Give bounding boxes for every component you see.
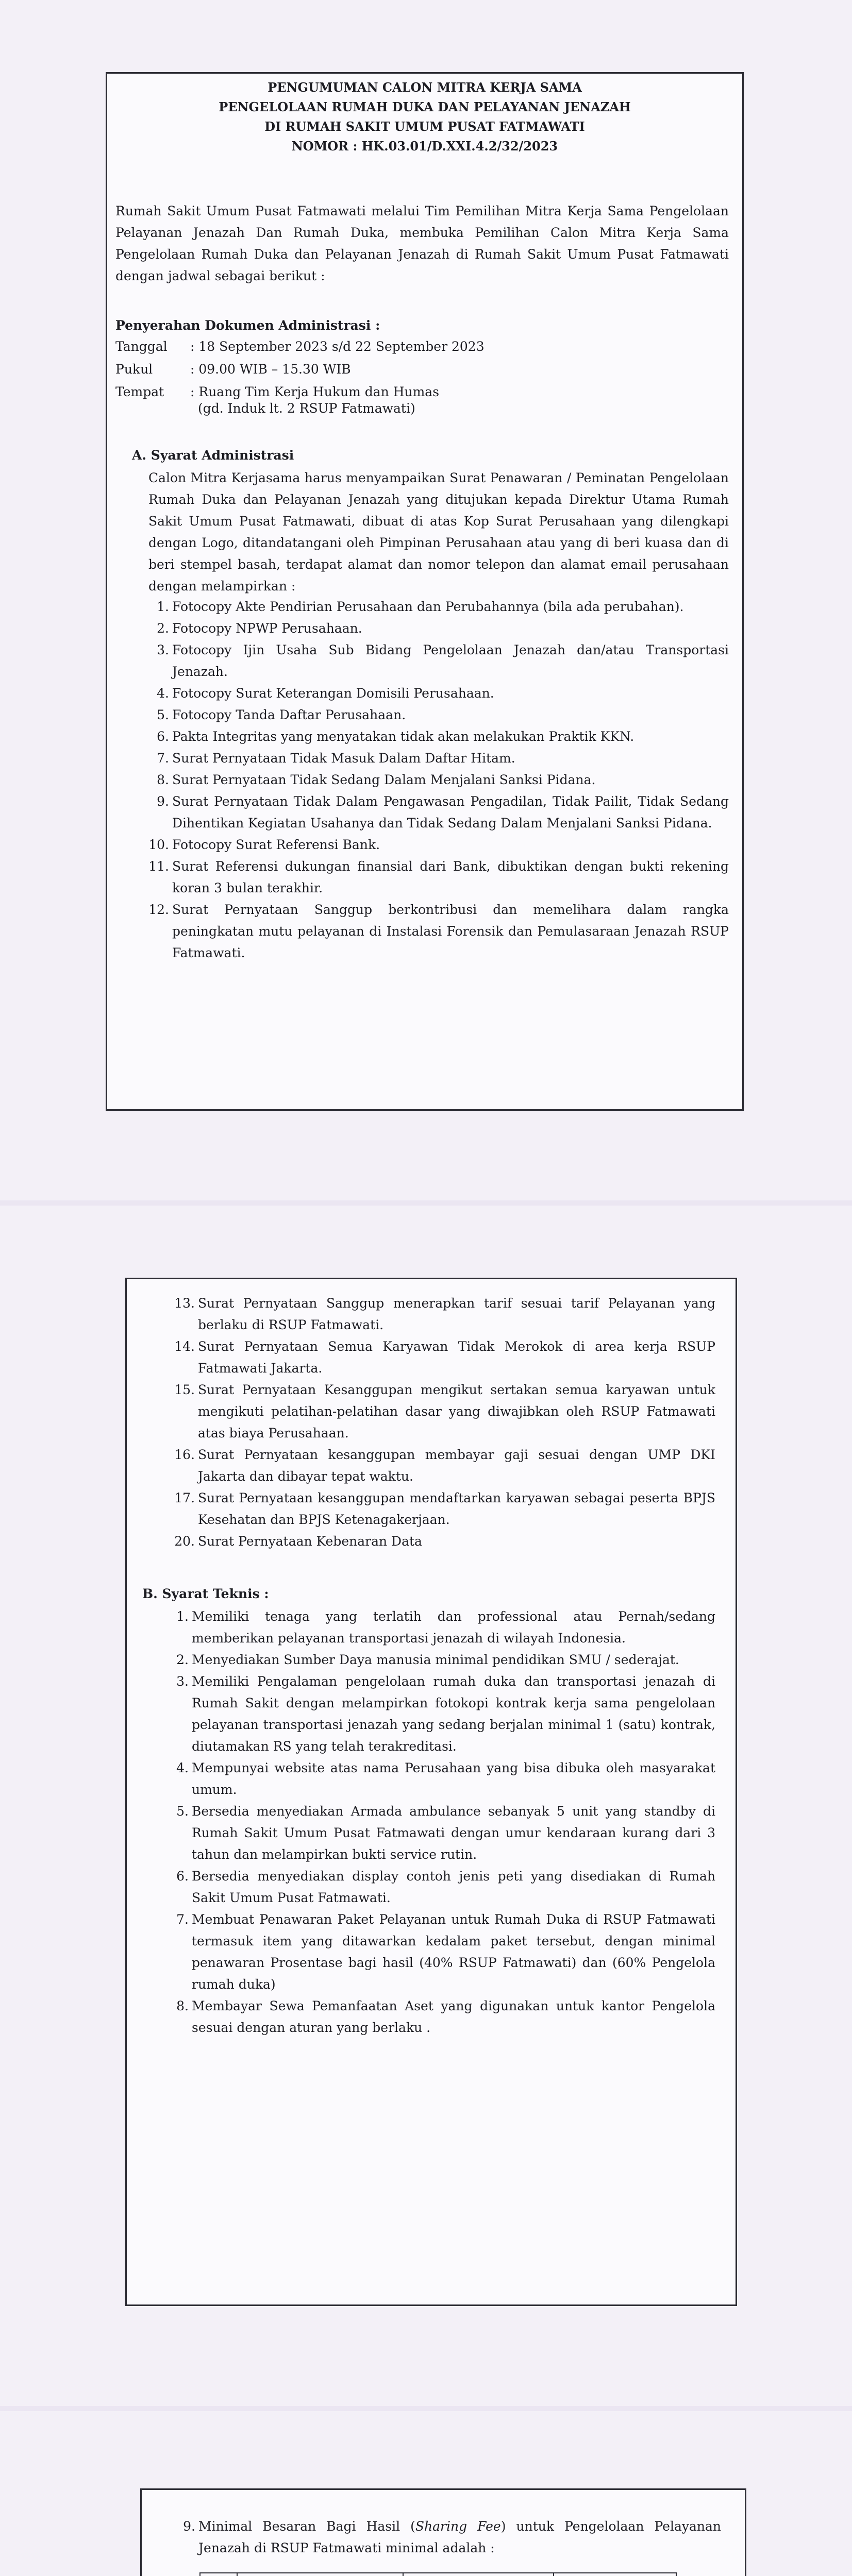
tech-item-2: 2. Menyediakan Sumber Daya manusia minimal pendidikan SMU / sederajat.	[176, 1652, 679, 1667]
schedule-title: Penyerahan Dokumen Administrasi :	[115, 318, 380, 333]
admin-item-6: 6. Pakta Integritas yang menyatakan tidak akan melakukan Praktik KKN.	[157, 729, 634, 744]
tech-item-8: 8. Membayar Sewa Pemanfaatan Aset yang digunakan untuk kantor Pengelola sesuai dengan aturan yang berlaku .	[176, 1998, 715, 2035]
admin-item-15: 15. Surat Pernyataan Kesanggupan mengikut sertakan semua karyawan untuk mengikuti pelatihan-pelatihan dasar yang diwajibkan oleh RSUP Fatmawati atas biaya Perusahaan.	[174, 1382, 715, 1440]
admin-item-11: 11. Surat Referensi dukungan finansial dari Bank, dibuktikan dengan bukti rekening koran 3 bulan terakhir.	[148, 859, 729, 895]
page-2-frame	[125, 1278, 737, 2306]
table-header-cell	[237, 2573, 403, 2576]
admin-item-17: 17. Surat Pernyataan kesanggupan mendaftarkan karyawan sebagai peserta BPJS Kesehatan dan BPJS Ketenagakerjaan.	[174, 1490, 715, 1527]
section-a-intro: Calon Mitra Kerjasama harus menyampaikan Surat Penawaran / Peminatan Pengelolaan Rumah Duka dan Pelayanan Jenazah yang ditujukan kepada Direktur Utama Rumah Sakit Umum Pusat Fatmawati, dibuat di atas Kop Surat Perusahaan yang dilengkapi dengan Logo, ditandatangani oleh Pimpinan Perusahaan atau yang di beri kuasa dan di beri stempel basah, terdapat alamat dan nomor telepon dan alamat email perusahaan dengan melampirkan :	[148, 470, 729, 594]
page-1-frame	[106, 72, 744, 1111]
admin-item-3: 3. Fotocopy Ijin Usaha Sub Bidang Pengelolaan Jenazah dan/atau Transportasi Jenazah.	[157, 642, 729, 679]
section-a-title: A. Syarat Administrasi	[132, 448, 294, 463]
tech-item-9: 9. Minimal Besaran Bagi Hasil (Sharing Fee) untuk Pengelolaan Pelayanan Jenazah di RSUP Fatmawati minimal adalah :	[183, 2519, 722, 2555]
schedule-pukul-value: : 09.00 WIB – 15.30 WIB	[190, 362, 351, 377]
schedule-tempat-value: : Ruang Tim Kerja Hukum dan Humas	[190, 384, 440, 399]
technical-requirements-list-continued	[175, 2516, 721, 2559]
technical-requirements-list	[168, 1606, 715, 2039]
admin-item-1: 1. Fotocopy Akte Pendirian Perusahaan dan Perubahannya (bila ada perubahan).	[157, 599, 684, 614]
page-3-frame	[140, 2488, 746, 2576]
admin-item-12: 12. Surat Pernyataan Sanggup berkontribusi dan memelihara dalam rangka peningkatan mutu pelayanan di Instalasi Forensik dan Pemulasaraan Jenazah RSUP Fatmawati.	[148, 902, 729, 960]
tech-item-7: 7. Membuat Penawaran Paket Pelayanan untuk Rumah Duka di RSUP Fatmawati termasuk item yang ditawarkan kedalam paket tersebut, dengan minimal penawaran Prosentase bagi hasil (40% RSUP Fatmawati) dan (60% Pengelola rumah duka)	[176, 1912, 715, 1992]
tech-item-4: 4. Mempunyai website atas nama Perusahaan yang bisa dibuka oleh masyarakat umum.	[176, 1760, 715, 1797]
admin-item-16: 16. Surat Pernyataan kesanggupan membayar gaji sesuai dengan UMP DKI Jakarta dan dibayar tepat waktu.	[174, 1447, 715, 1484]
admin-item-8: 8. Surat Pernyataan Tidak Sedang Dalam Menjalani Sanksi Pidana.	[157, 772, 596, 787]
intro-paragraph: Rumah Sakit Umum Pusat Fatmawati melalui Tim Pemilihan Mitra Kerja Sama Pengelolaan Pelayanan Jenazah Dan Rumah Duka, membuka Pemilihan Calon Mitra Kerja Sama Pengelolaan Rumah Duka dan Pelayanan Jenazah di Rumah Sakit Umum Pusat Fatmawati dengan jadwal sebagai berikut :	[115, 204, 729, 283]
admin-item-7: 7. Surat Pernyataan Tidak Masuk Dalam Daftar Hitam.	[157, 751, 515, 766]
table-header-cell	[554, 2573, 676, 2576]
schedule-tanggal-value: : 18 September 2023 s/d 22 September 2023	[190, 339, 485, 354]
admin-item-9: 9. Surat Pernyataan Tidak Dalam Pengawasan Pengadilan, Tidak Pailit, Tidak Sedang Dihentikan Kegiatan Usahanya dan Tidak Sedang Dalam Menjalani Sanksi Pidana.	[157, 794, 729, 831]
header-number: NOMOR : HK.03.01/D.XXI.4.2/32/2023	[291, 139, 558, 154]
admin-requirements-list-continued	[174, 1293, 715, 1552]
section-b-title: B. Syarat Teknis :	[142, 1586, 269, 1601]
admin-item-4: 4. Fotocopy Surat Keterangan Domisili Perusahaan.	[157, 686, 494, 701]
table-header-cell	[403, 2573, 554, 2576]
schedule-pukul-label: Pukul	[115, 362, 153, 377]
admin-item-2: 2. Fotocopy NPWP Perusahaan.	[157, 621, 362, 636]
admin-item-13: 13. Surat Pernyataan Sanggup menerapkan tarif sesuai tarif Pelayanan yang berlaku di RSUP Fatmawati.	[174, 1296, 715, 1332]
admin-item-5: 5. Fotocopy Tanda Daftar Perusahaan.	[157, 707, 406, 722]
admin-requirements-list	[148, 596, 729, 964]
table-header-cell	[200, 2573, 237, 2576]
header-subtitle: PENGELOLAAN RUMAH DUKA DAN PELAYANAN JENAZAH	[219, 99, 631, 114]
tech-item-5: 5. Bersedia menyediakan Armada ambulance sebanyak 5 unit yang standby di Rumah Sakit Umum Pusat Fatmawati dengan umur kendaraan kurang dari 3 tahun dan melampirkan bukti service rutin.	[176, 1804, 715, 1862]
header-title: PENGUMUMAN CALON MITRA KERJA SAMA	[268, 80, 582, 95]
table-header-row	[200, 2573, 676, 2576]
schedule-tanggal-label: Tanggal	[115, 339, 168, 354]
admin-item-10: 10. Fotocopy Surat Referensi Bank.	[148, 837, 380, 852]
sharing-fee-table	[199, 2572, 677, 2576]
schedule-tempat-label: Tempat	[115, 384, 164, 399]
tech-item-3: 3. Memiliki Pengalaman pengelolaan rumah duka dan transportasi jenazah di Rumah Sakit dengan melampirkan fotokopi kontrak kerja sama pengelolaan pelayanan transportasi jenazah yang sedang berjalan minimal 1 (satu) kontrak, diutamakan RS yang telah terakreditasi.	[176, 1674, 715, 1754]
admin-item-20: 20. Surat Pernyataan Kebenaran Data	[174, 1534, 422, 1549]
schedule-tempat-detail: (gd. Induk lt. 2 RSUP Fatmawati)	[198, 401, 415, 416]
tech-item-6: 6. Bersedia menyediakan display contoh jenis peti yang disediakan di Rumah Sakit Umum Pusat Fatmawati.	[176, 1869, 715, 1905]
header-location: DI RUMAH SAKIT UMUM PUSAT FATMAWATI	[264, 119, 585, 134]
tech-item-1: 1. Memiliki tenaga yang terlatih dan professional atau Pernah/sedang memberikan pelayanan transportasi jenazah di wilayah Indonesia.	[176, 1609, 715, 1646]
admin-item-14: 14. Surat Pernyataan Semua Karyawan Tidak Merokok di area kerja RSUP Fatmawati Jakarta.	[174, 1339, 715, 1376]
